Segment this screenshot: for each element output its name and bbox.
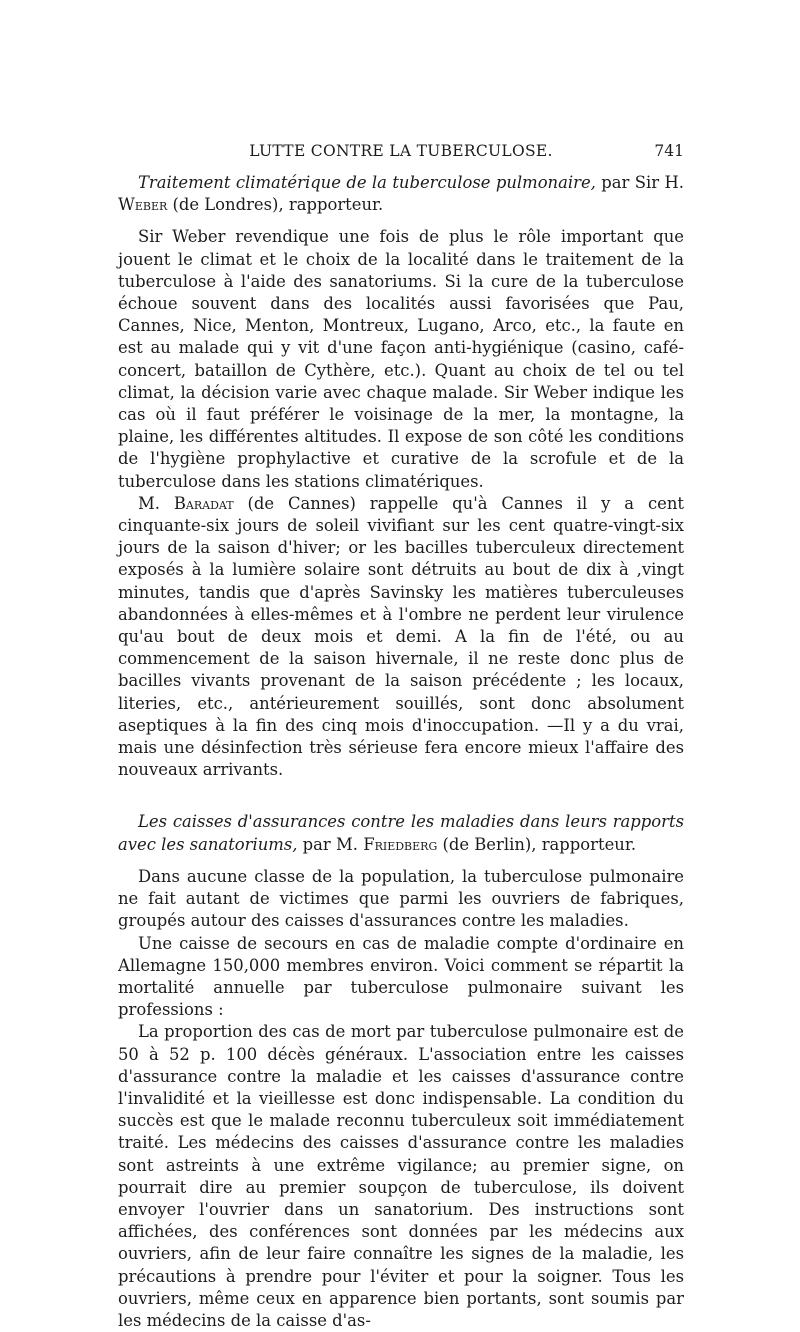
speaker-name: Baradat: [173, 493, 234, 513]
page-header: [118, 140, 684, 164]
byline-suffix: (de Berlin), rapporteur.: [442, 834, 637, 854]
author-name: Weber: [118, 195, 168, 215]
document-page: [118, 140, 684, 1332]
section-title-insurance: [118, 811, 684, 855]
paragraph-text: (de Cannes) rappelle qu'à Cannes il y a cent cinquante-six jours de soleil vivifiant sur les cent quatre-vingt-six jours de la saison d'hiver; or les bacilles tuberculeux directement exposés à la lumière solaire sont détruits au bout de dix à ,vingt minutes, tandis que d'après Savinsky les matières tuberculeuses abandonnées à elles-mêmes et à l'ombre ne perdent leur virulence qu'au bout de deux mois et demi. A la fin de l'été, ou au commencement de la saison hivernale, il ne reste donc plus de bacilles vivants provenant de la saison précédente ; les locaux, literies, etc., antérieurement souillés, sont donc absolument aseptiques à la fin des cinq mois d'inoccupation. —Il y a du vrai, mais une désinfection très sérieuse fera encore mieux l'affaire des nouveaux arrivants.: [118, 493, 684, 780]
section-title-text: Les caisses d'assurances contre les maladies dans leurs rapports avec les sanatoriums,: [118, 812, 684, 854]
paragraph: Dans aucune classe de la population, la tuberculose pulmonaire ne fait autant de victimes que parmi les ouvriers de fabriques, groupés autour des caisses d'assurances contre les maladies.: [118, 866, 684, 931]
page-number: 741: [654, 142, 684, 160]
running-title: LUTTE CONTRE LA TUBERCULOSE.: [249, 142, 553, 160]
paragraph: Une caisse de secours en cas de maladie compte d'ordinaire en Allemagne 150,000 membres environ. Voici comment se répartit la mortalité annuelle par tuberculose pulmonaire suivant les professions :: [118, 933, 684, 1020]
byline-prefix: par Sir H.: [601, 173, 684, 192]
paragraph-baradat: [118, 493, 684, 782]
byline-prefix: par M.: [302, 834, 358, 854]
byline-suffix: (de Londres), rapporteur.: [172, 195, 384, 215]
section-title-text: Traitement climatérique de la tuberculose pulmonaire,: [138, 173, 596, 192]
paragraph: La proportion des cas de mort par tuberculose pulmonaire est de 50 à 52 p. 100 décès généraux. L'association entre les caisses d'assurance contre la maladie et les caisses d'assurance contre l'invalidité et la vieillesse est donc indispensable. La condition du succès est que le malade reconnu tuberculeux soit immédiatement traité. Les médecins des caisses d'assurance contre les maladies sont astreints à une extrême vigilance; au premier signe, on pourrait dire au premier soupçon de tuberculose, ils doivent envoyer l'ouvrier dans un sanatorium. Des instructions sont affichées, des conférences sont données par les médecins aux ouvriers, afin de leur faire connaître les signes de la maladie, les précautions à prendre pour l'éviter et pour la soigner. Tous les ouvriers, même ceux en apparence bien portants, sont soumis par les médecins de la caisse d'as-: [118, 1022, 684, 1330]
author-name: Friedberg: [363, 834, 438, 854]
speaker-prefix: M.: [138, 493, 160, 513]
section-title-climatic-treatment: [118, 172, 684, 216]
paragraph: Sir Weber revendique une fois de plus le rôle important que jouent le climat et le choix de la localité dans le traitement de la tuberculose à l'aide des sanatoriums. Si la cure de la tuberculose échoue souvent dans des localités aussi favorisées que Pau, Cannes, Nice, Menton, Montreux, Lugano, Arco, etc., la faute en est au malade qui y vit d'une façon anti-hygiénique (casino, café-concert, bataillon de Cythère, etc.). Quant au choix de tel ou tel climat, la décision varie avec chaque malade. Sir Weber indique les cas où il faut préférer le voisinage de la mer, la montagne, la plaine, les différentes altitudes. Il expose de son côté les conditions de l'hygiène prophylactive et curative de la scrofule et de la tuberculose dans les stations climatériques.: [118, 227, 684, 491]
